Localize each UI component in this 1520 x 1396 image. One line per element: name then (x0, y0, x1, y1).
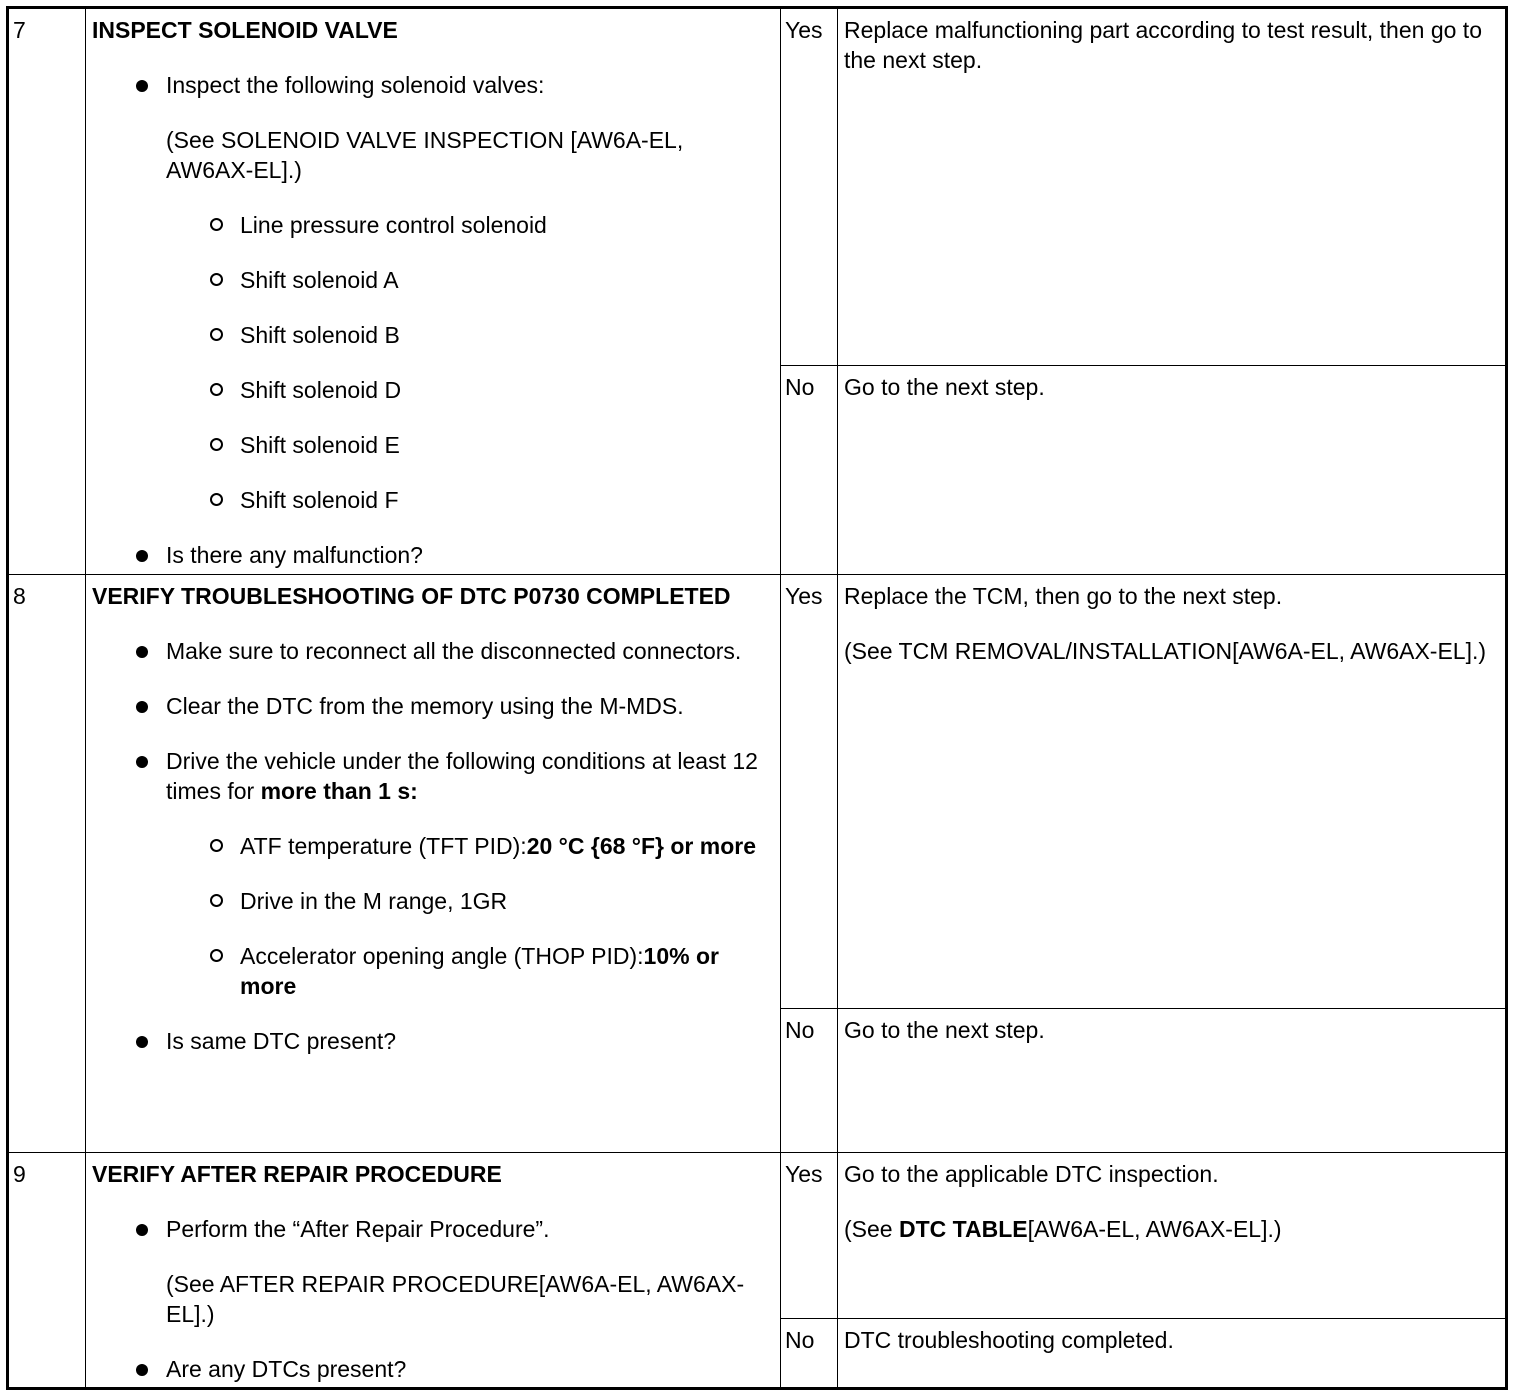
yes-label: Yes (781, 575, 838, 1009)
bullet-text: Drive the vehicle under the following conditions at least 12 times for (166, 748, 758, 804)
yes-label: Yes (781, 1153, 838, 1319)
condition-text: Accelerator opening angle (THOP PID): (240, 943, 644, 969)
step-content (86, 8, 781, 575)
condition-item (92, 941, 770, 1001)
bullet-item: Clear the DTC from the memory using the M-MDS. (92, 691, 770, 721)
bullet-item: Make sure to reconnect all the disconnected connectors. (92, 636, 770, 666)
step-number: 8 (8, 575, 86, 1153)
reference-note: (See TCM REMOVAL/INSTALLATION[AW6A-EL, AW6AX-EL].) (844, 638, 1487, 664)
yes-action-cell (838, 1153, 1507, 1319)
bullet-emphasis: more than 1 s: (260, 778, 418, 804)
no-action: Go to the next step. (838, 366, 1507, 575)
question: Is same DTC present? (92, 1026, 770, 1056)
sub-item: Shift solenoid E (92, 430, 770, 460)
no-action: Go to the next step. (838, 1009, 1507, 1153)
question: Are any DTCs present? (92, 1354, 770, 1384)
no-label: No (781, 1319, 838, 1389)
reference-note: (See SOLENOID VALVE INSPECTION [AW6A-EL, AW6AX-EL].) (166, 127, 684, 183)
bullet-item: Perform the “After Repair Procedure”. (92, 1214, 770, 1244)
step-8-row (8, 575, 1507, 1009)
step-7-row (8, 8, 1507, 366)
troubleshooting-table (6, 6, 1508, 1390)
reference-link: DTC TABLE (898, 1216, 1028, 1242)
no-action: DTC troubleshooting completed. (838, 1319, 1507, 1389)
step-title: INSPECT SOLENOID VALVE (92, 17, 398, 43)
reference-prefix: (See (844, 1216, 899, 1242)
question: Is there any malfunction? (92, 540, 770, 570)
bullet-item: Inspect the following solenoid valves: (92, 70, 770, 100)
step-content (86, 1153, 781, 1389)
condition-value: 20 °C {68 °F} or more (526, 833, 757, 859)
step-number: 9 (8, 1153, 86, 1389)
reference-suffix: [AW6A-EL, AW6AX-EL].) (1027, 1216, 1282, 1242)
condition-text: ATF temperature (TFT PID): (240, 833, 527, 859)
step-title: VERIFY TROUBLESHOOTING OF DTC P0730 COMPLETED (92, 583, 731, 609)
bullet-item (92, 746, 770, 806)
step-title: VERIFY AFTER REPAIR PROCEDURE (92, 1161, 502, 1187)
yes-label: Yes (781, 8, 838, 366)
no-label: No (781, 1009, 838, 1153)
sub-item: Line pressure control solenoid (92, 210, 770, 240)
yes-action: Replace the TCM, then go to the next step. (844, 583, 1283, 609)
yes-action: Go to the applicable DTC inspection. (844, 1161, 1219, 1187)
step-content (86, 575, 781, 1153)
sub-item: Shift solenoid B (92, 320, 770, 350)
reference-note (844, 1214, 1495, 1244)
step-9-row (8, 1153, 1507, 1319)
yes-action: Replace malfunctioning part according to test result, then go to the next step. (838, 8, 1507, 366)
step-number: 7 (8, 8, 86, 575)
sub-item: Shift solenoid D (92, 375, 770, 405)
sub-item: Shift solenoid A (92, 265, 770, 295)
sub-item: Shift solenoid F (92, 485, 770, 515)
condition-value: 10% or more (240, 943, 719, 999)
yes-action-cell (838, 575, 1507, 1009)
condition-item: Drive in the M range, 1GR (92, 886, 770, 916)
no-label: No (781, 366, 838, 575)
reference-note: (See AFTER REPAIR PROCEDURE[AW6A-EL, AW6AX-EL].) (166, 1271, 745, 1327)
condition-item (92, 831, 770, 861)
